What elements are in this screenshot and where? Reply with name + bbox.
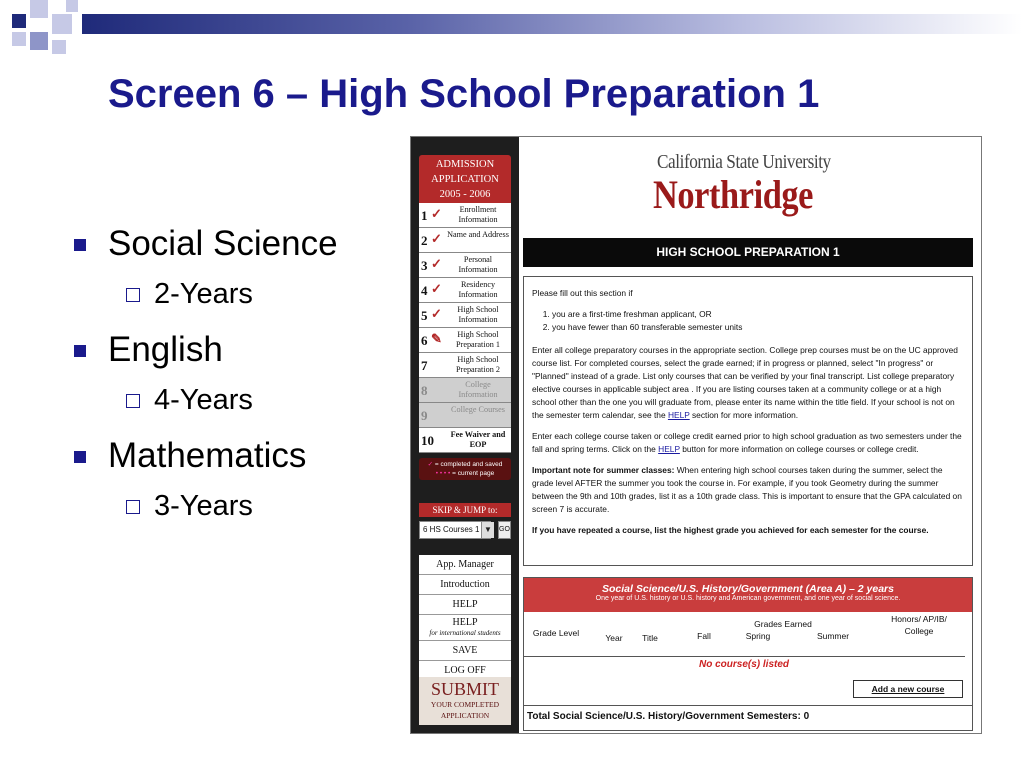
sub-bullet-label: 4-Years bbox=[154, 384, 253, 416]
section-heading: Social Science/U.S. History/Government (Area A) – 2 years bbox=[602, 583, 894, 595]
step-number: 3 bbox=[421, 258, 428, 273]
hollow-square-icon bbox=[126, 500, 140, 514]
step-item-hs-prep-1[interactable] bbox=[419, 328, 511, 353]
slide-title: Screen 6 – High School Preparation 1 bbox=[108, 72, 820, 116]
step-label: High School Information bbox=[457, 305, 499, 324]
col-fall: Fall bbox=[697, 631, 711, 641]
add-course-button[interactable]: Add a new course bbox=[853, 680, 963, 698]
instructions-paragraph bbox=[532, 430, 964, 456]
university-logo-line1: California State University bbox=[657, 151, 831, 173]
course-table-header bbox=[524, 612, 972, 654]
instructions-paragraph bbox=[532, 344, 964, 422]
step-number: 9 bbox=[421, 408, 428, 423]
bullet-social-science bbox=[72, 222, 402, 274]
submit-application-button[interactable] bbox=[419, 677, 511, 725]
checkmark-icon: ✓ bbox=[431, 306, 442, 321]
step-item-personal[interactable] bbox=[419, 253, 511, 278]
sub-bullet-label: 2-Years bbox=[154, 278, 253, 310]
dots-icon: • • • • bbox=[435, 470, 451, 477]
skip-jump-select[interactable]: 6 HS Courses 1 bbox=[419, 521, 491, 539]
legend-completed: = completed and saved bbox=[434, 461, 503, 468]
col-honors: Honors/ AP/IB/ College bbox=[891, 614, 947, 636]
step-item-residency[interactable] bbox=[419, 278, 511, 303]
step-item-college-courses bbox=[419, 403, 511, 428]
step-number: 8 bbox=[421, 383, 428, 398]
checkmark-icon: ✓ bbox=[431, 206, 442, 221]
step-item-name-address[interactable] bbox=[419, 228, 511, 253]
submit-sublabel: YOUR COMPLETED bbox=[430, 700, 500, 709]
total-value: 0 bbox=[803, 711, 810, 722]
col-spring: Spring bbox=[745, 631, 771, 641]
summer-note bbox=[532, 464, 964, 516]
menu-log-off[interactable]: LOG OFF bbox=[419, 661, 511, 681]
sub-bullet-mathematics bbox=[72, 486, 402, 540]
step-number: 10 bbox=[421, 433, 434, 448]
menu-app-manager[interactable]: App. Manager bbox=[419, 555, 511, 575]
total-label: Total Social Science/U.S. History/Government Semesters: bbox=[527, 711, 801, 722]
paragraph-text: Enter all college preparatory courses in the appropriate section. College prep courses must be on the UC approved course list. For completed courses, select the grade earned; if in progress or planned, select "In progress" or "Planned" instead of a grade. List only courses that can be verified by your final transcript. List college preparatory elective courses in applicable subject area . If you are listing courses taken at a community college or at a high school other than the one you will graduate from, please enter its name within the title field. If your school is not on the semester term calendar, see the bbox=[532, 345, 958, 420]
col-grade-level: Grade Level bbox=[532, 628, 580, 638]
university-logo-line2: Northridge bbox=[653, 172, 814, 217]
section-subheading: One year of U.S. history or U.S. history and American government, and one year of social science. bbox=[595, 595, 901, 602]
section-title-bar: HIGH SCHOOL PREPARATION 1 bbox=[523, 238, 973, 267]
menu-sublabel: for international students bbox=[429, 629, 501, 637]
bullet-square-icon bbox=[74, 239, 86, 251]
paragraph-text: section for more information. bbox=[689, 410, 799, 420]
eligibility-list bbox=[552, 308, 964, 334]
checkmark-icon: ✓ bbox=[431, 231, 442, 246]
summer-note-heading: Important note for summer classes: bbox=[532, 465, 675, 475]
menu-introduction[interactable]: Introduction bbox=[419, 575, 511, 595]
step-label: College Courses bbox=[451, 405, 505, 414]
bullet-label: Mathematics bbox=[108, 436, 307, 475]
bullet-english bbox=[72, 328, 402, 380]
step-label: Enrollment Information bbox=[458, 205, 498, 224]
step-label: High School Preparation 1 bbox=[456, 330, 500, 349]
paragraph-text: When entering high school courses taken during the summer, select the grade level AFTER the summer you took the course in. For example, if you took Geometry during the summer between the 9th and 10th grades, list it as a 10th grade class. This is important to ensure that the GPA calculated on screen 7 is accurate. bbox=[532, 465, 962, 514]
menu-help[interactable]: HELP bbox=[419, 595, 511, 615]
col-title: Title bbox=[642, 633, 658, 643]
application-screenshot bbox=[410, 136, 982, 734]
step-label: High School Preparation 2 bbox=[456, 355, 500, 374]
repeat-course-note: If you have repeated a course, list the highest grade you achieved for each semester for the course. bbox=[532, 525, 929, 535]
sub-bullet-social-science bbox=[72, 274, 402, 328]
step-item-high-school-info[interactable] bbox=[419, 303, 511, 328]
step-label: Fee Waiver and EOP bbox=[450, 430, 506, 449]
help-link[interactable]: HELP bbox=[667, 410, 690, 420]
nav-menu bbox=[419, 555, 511, 681]
checkmark-icon: ✓ bbox=[431, 281, 442, 296]
bullet-square-icon bbox=[74, 345, 86, 357]
col-year: Year bbox=[605, 633, 623, 643]
current-page-pin-icon: ✎ bbox=[431, 331, 442, 346]
left-navigation bbox=[411, 137, 519, 734]
checkmark-icon: ✓ bbox=[431, 256, 442, 271]
step-item-hs-prep-2[interactable] bbox=[419, 353, 511, 378]
bullet-square-icon bbox=[74, 451, 86, 463]
nav-header-line: APPLICATION bbox=[431, 174, 499, 185]
bullet-label: English bbox=[108, 330, 223, 369]
step-number: 2 bbox=[421, 233, 428, 248]
nav-header bbox=[419, 155, 511, 203]
instructions-panel bbox=[523, 276, 973, 566]
slide-header-gradient-bar bbox=[82, 14, 1022, 34]
sub-bullet-english bbox=[72, 380, 402, 434]
step-list bbox=[419, 203, 511, 453]
step-label: Residency Information bbox=[458, 280, 498, 299]
hollow-square-icon bbox=[126, 288, 140, 302]
bullet-label: Social Science bbox=[108, 224, 338, 263]
empty-course-message: No course(s) listed bbox=[698, 659, 790, 670]
nav-header-line: ADMISSION bbox=[435, 159, 495, 170]
step-number: 1 bbox=[421, 208, 428, 223]
chevron-down-icon[interactable]: ▼ bbox=[481, 522, 494, 538]
menu-help-international[interactable] bbox=[419, 615, 511, 641]
bullet-mathematics bbox=[72, 434, 402, 486]
step-item-enrollment[interactable] bbox=[419, 203, 511, 228]
grades-earned-header: Grades Earned bbox=[754, 619, 812, 629]
step-item-college-info bbox=[419, 378, 511, 403]
skip-jump-label: SKIP & JUMP to: bbox=[419, 503, 511, 517]
menu-label: HELP bbox=[452, 617, 478, 628]
sub-bullet-label: 3-Years bbox=[154, 490, 253, 522]
step-number: 5 bbox=[421, 308, 428, 323]
menu-save[interactable]: SAVE bbox=[419, 641, 511, 661]
submit-sublabel: APPLICATION bbox=[440, 711, 490, 720]
table-divider bbox=[523, 656, 965, 657]
hollow-square-icon bbox=[126, 394, 140, 408]
step-item-fee-waiver[interactable] bbox=[419, 428, 511, 453]
paragraph-text: Enter each college course taken or college credit earned prior to high school graduation as two semesters under the fall and spring terms. Click on the bbox=[532, 431, 962, 454]
total-semesters bbox=[523, 705, 973, 727]
step-label: Personal Information bbox=[458, 255, 498, 274]
main-content bbox=[519, 137, 982, 734]
step-number: 7 bbox=[421, 358, 428, 373]
help-link[interactable]: HELP bbox=[658, 444, 680, 454]
step-label: College Information bbox=[458, 380, 498, 399]
step-number: 4 bbox=[421, 283, 428, 298]
step-number: 6 bbox=[421, 333, 428, 348]
nav-header-year: 2005 - 2006 bbox=[439, 189, 491, 200]
legend-current: = current page bbox=[452, 470, 495, 477]
list-item: 2. you have fewer than 60 transferable semester units bbox=[552, 321, 964, 334]
social-science-header bbox=[524, 578, 972, 612]
step-label: Name and Address bbox=[447, 230, 509, 239]
go-button[interactable]: GO bbox=[498, 521, 511, 539]
submit-label: SUBMIT bbox=[430, 679, 499, 699]
paragraph-text: button for more information on college courses or college credit. bbox=[679, 444, 919, 454]
checkmark-icon: ✓ bbox=[427, 461, 434, 468]
col-summer: Summer bbox=[816, 631, 850, 641]
instructions-intro: Please fill out this section if bbox=[532, 288, 633, 298]
bullet-list bbox=[72, 222, 402, 540]
status-legend bbox=[419, 458, 511, 480]
list-item: 1. you are a first-time freshman applicant, OR bbox=[552, 308, 964, 321]
